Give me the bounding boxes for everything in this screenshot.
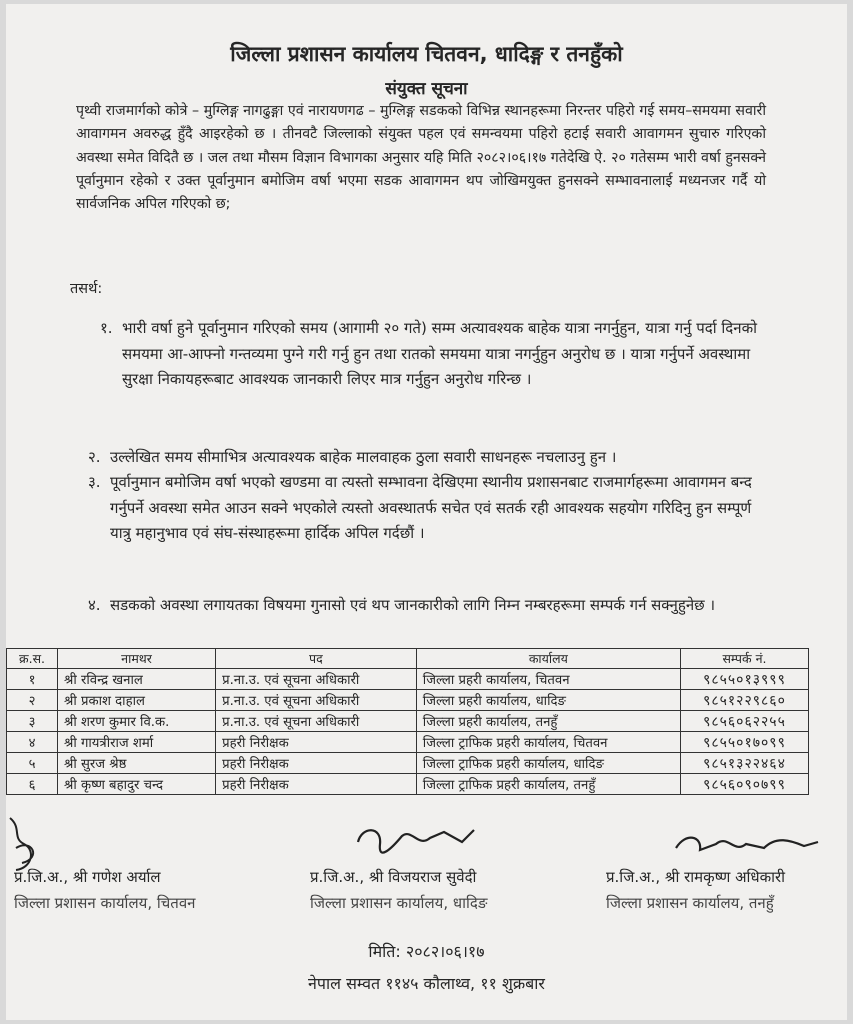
header-serial: क्र.स. [7, 649, 58, 669]
item-text: उल्लेखित समय सीमाभित्र अत्यावश्यक बाहेक मालवाहक ठुला सवारी साधनहरू नचलाउनु हुन । [110, 448, 617, 466]
cell-post: प्रहरी निरीक्षक [216, 753, 417, 774]
item-number: २. [88, 448, 101, 466]
cell-serial: ४ [7, 732, 58, 753]
item-number: १. [100, 319, 113, 337]
cell-name: श्री सुरज श्रेष्ठ [58, 753, 216, 774]
cell-office: जिल्ला प्रहरी कार्यालय, धादिङ [416, 690, 680, 711]
cell-name: श्री रविन्द्र खनाल [58, 669, 216, 690]
table-row [7, 732, 809, 753]
notice-subtitle: संयुक्त सूचना [385, 79, 468, 99]
cell-phone: ९८५६०९०७९९ [680, 774, 808, 795]
cell-office: जिल्ला ट्राफिक प्रहरी कार्यालय, धादिङ [416, 753, 680, 774]
signature-mark-3 [672, 826, 822, 866]
signatory-name: प्र.जि.अ., श्री गणेश अर्याल [14, 868, 161, 886]
cell-post: प्रहरी निरीक्षक [216, 774, 417, 795]
cell-office: जिल्ला ट्राफिक प्रहरी कार्यालय, तनहुँ [416, 774, 680, 795]
cell-serial: ५ [7, 753, 58, 774]
cell-phone: ९८५१३२२४६४ [680, 753, 808, 774]
signatory-office: जिल्ला प्रशासन कार्यालय, चितवन [14, 894, 196, 912]
item-number: ३. [88, 473, 101, 491]
cell-office: जिल्ला प्रहरी कार्यालय, तनहुँ [416, 711, 680, 732]
header-post: पद [216, 649, 417, 669]
therefore-label: तसर्थ: [70, 281, 103, 297]
cell-name: श्री गायत्रीराज शर्मा [58, 732, 216, 753]
notice-date: मिति: २०८२।०६।१७ [368, 942, 485, 961]
table-header-row [7, 649, 809, 669]
cell-post: प्र.ना.उ. एवं सूचना अधिकारी [216, 690, 417, 711]
intro-paragraph: पृथ्वी राजमार्गको कोत्रे – मुग्लिङ्ग नागढुङ्गा एवं नारायणगढ – मुग्लिङ्ग सडकको विभिन्न स्थानहरूमा निरन्तर पहिरो गई समय–समयमा सवारी आवागमन अवरुद्ध हुँदै आइरहेको छ । तीनवटै जिल्लाको संयुक्त पहल एवं समन्वयमा पहिरो हटाई सवारी आवागमन सुचारु गरिएको अवस्था समेत विदितै छ । जल तथा मौसम विज्ञान विभागका अनुसार यहि मिति २०८२।०६।१७ गतेदेखि ऐ. २० गतेसम्म भारी वर्षा हुनसक्ने पूर्वानुमान रहेको र उक्त पूर्वानुमान बमोजिम वर्षा भएमा सडक आवागमन थप जोखिमयुक्त हुनसक्ने सम्भावनालाई मध्यनजर गर्दै यो सार्वजनिक अपिल गरिएको छ; [76, 103, 766, 213]
appeal-item-2 [88, 445, 770, 471]
cell-serial: २ [7, 690, 58, 711]
cell-phone: ९८५५०१७०९९ [680, 732, 808, 753]
header-office: कार्यालय [416, 649, 680, 669]
signatory-name: प्र.जि.अ., श्री रामकृष्ण अधिकारी [606, 868, 786, 886]
item-number: ४. [88, 596, 101, 614]
signatory-office: जिल्ला प्रशासन कार्यालय, तनहुँ [606, 894, 774, 912]
signature-mark-2 [352, 818, 482, 858]
item-text: पूर्वानुमान बमोजिम वर्षा भएको खण्डमा वा त्यस्तो सम्भावना देखिएमा स्थानीय प्रशासनबाट राजमार्गहरूमा आवागमन बन्द गर्नुपर्ने अवस्था समेत आउन सक्ने भएकोले त्यस्तो अवस्थातर्फ सचेत एवं सतर्क रही आवश्यक सहयोग गरिदिनु हुन सम्पूर्ण यात्रु महानुभाव एवं संघ-संस्थाहरूमा हार्दिक अपिल गर्दछौं । [110, 473, 752, 542]
signatory-name: प्र.जि.अ., श्री विजयराज सुवेदी [310, 868, 477, 886]
table-row [7, 774, 809, 795]
cell-name: श्री शरण कुमार वि.क. [58, 711, 216, 732]
signatory-tanahun [606, 864, 785, 916]
cell-serial: ६ [7, 774, 58, 795]
header-name: नामथर [58, 649, 216, 669]
table-row [7, 753, 809, 774]
cell-serial: ३ [7, 711, 58, 732]
cell-office: जिल्ला ट्राफिक प्रहरी कार्यालय, चितवन [416, 732, 680, 753]
table-row [7, 711, 809, 732]
signatory-chitwan [14, 864, 195, 916]
table-row [7, 669, 809, 690]
cell-post: प्र.ना.उ. एवं सूचना अधिकारी [216, 711, 417, 732]
table-row [7, 690, 809, 711]
item-text: सडकको अवस्था लगायतका विषयमा गुनासो एवं थप जानकारीको लागि निम्न नम्बरहरूमा सम्पर्क गर्न सक्नुहुनेछ । [110, 596, 716, 614]
page-title: जिल्ला प्रशासन कार्यालय चितवन, धादिङ्ग र तनहुँको [230, 42, 623, 66]
signatory-dhading [310, 864, 487, 916]
nepal-sambat-date: नेपाल सम्वत ११४५ कौलाथ्व, ११ शुक्रबार [308, 974, 545, 993]
cell-name: श्री कृष्ण बहादुर चन्द [58, 774, 216, 795]
header-phone: सम्पर्क नं. [680, 649, 808, 669]
cell-office: जिल्ला प्रहरी कार्यालय, चितवन [416, 669, 680, 690]
cell-serial: १ [7, 669, 58, 690]
cell-phone: ९८५१२२९८६० [680, 690, 808, 711]
contact-table [6, 648, 809, 795]
item-text: भारी वर्षा हुने पूर्वानुमान गरिएको समय (आगामी २० गते) सम्म अत्यावश्यक बाहेक यात्रा नगर्नुहुन, यात्रा गर्नु पर्दा दिनको समयमा आ-आफ्नो गन्तव्यमा पुग्ने गरी गर्नु हुन तथा रातको समयमा यात्रा नगर्नुहुन अनुरोध छ । यात्रा गर्नुपर्ने अवस्थामा सुरक्षा निकायहरूबाट आवश्यक जानकारी लिएर मात्र गर्नुहुन अनुरोध गरिन्छ । [122, 319, 757, 388]
cell-phone: ९८५६०६२२५५ [680, 711, 808, 732]
cell-name: श्री प्रकाश दाहाल [58, 690, 216, 711]
appeal-item-3 [88, 470, 770, 547]
appeal-item-1 [100, 316, 762, 393]
cell-post: प्र.ना.उ. एवं सूचना अधिकारी [216, 669, 417, 690]
signatory-office: जिल्ला प्रशासन कार्यालय, धादिङ [310, 894, 488, 912]
appeal-item-4 [88, 593, 760, 619]
cell-post: प्रहरी निरीक्षक [216, 732, 417, 753]
cell-phone: ९८५५०१३९९९ [680, 669, 808, 690]
